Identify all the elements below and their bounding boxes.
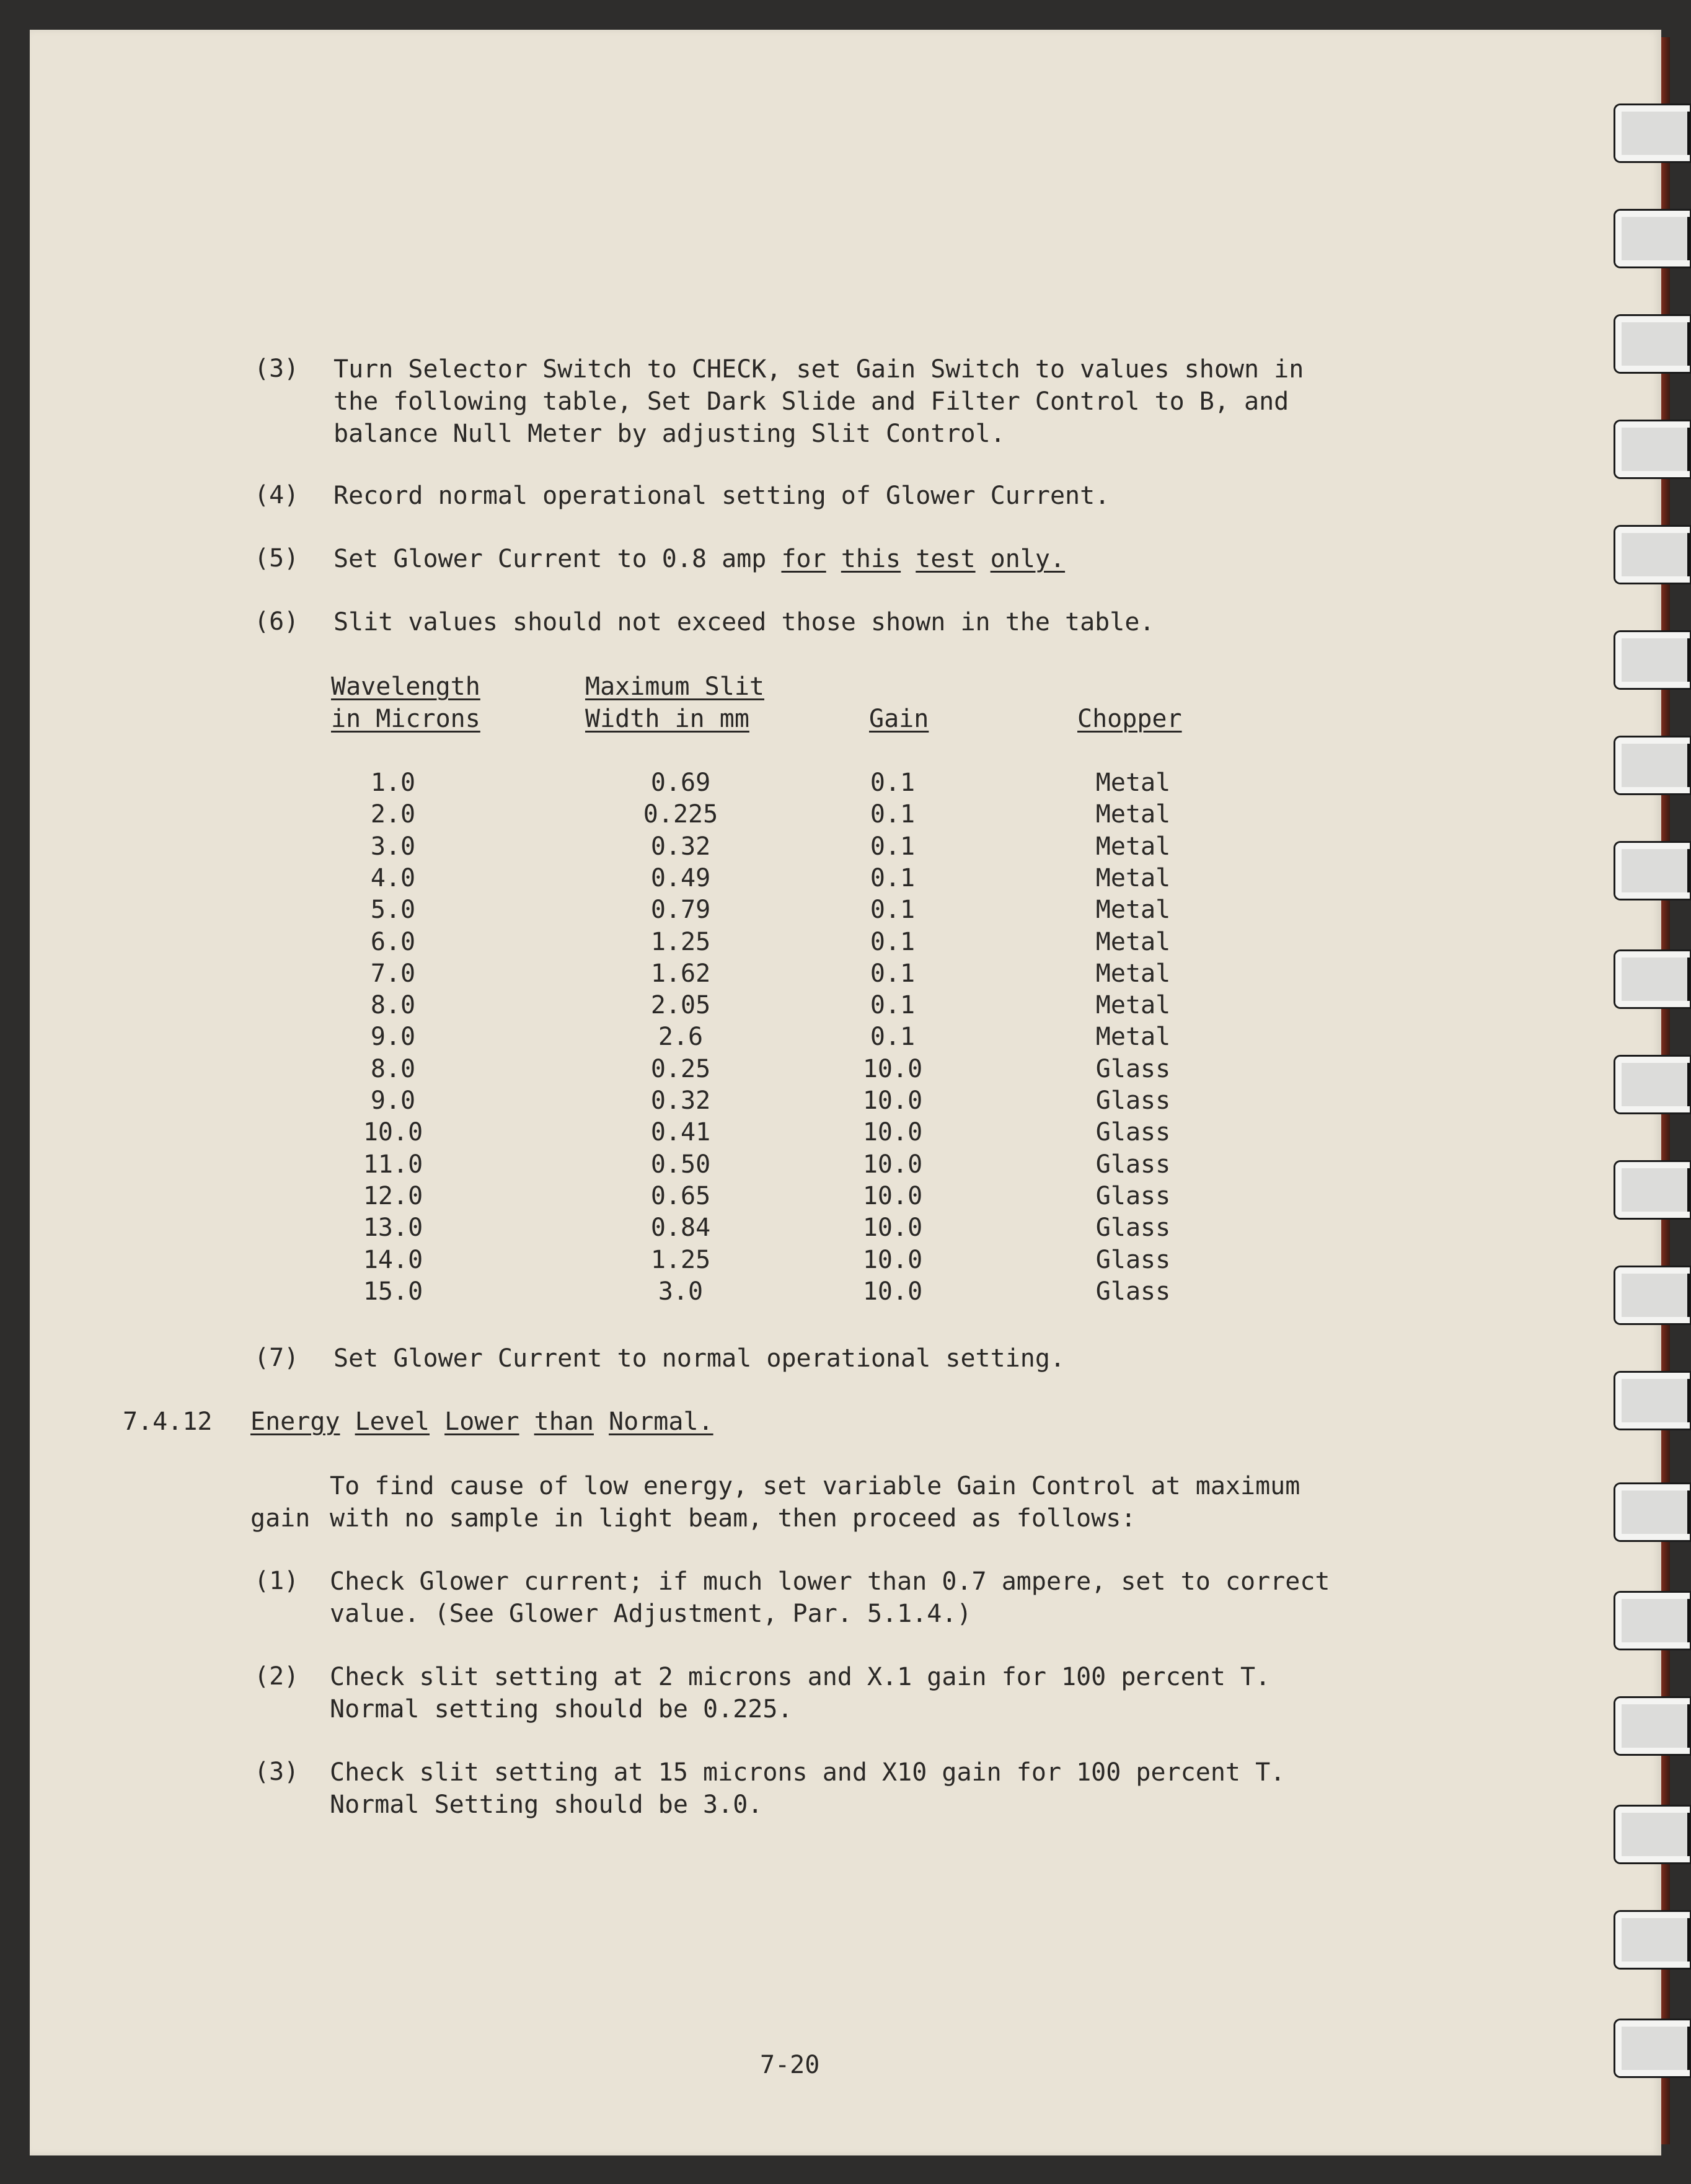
intro-lead-word: gain	[250, 1504, 311, 1533]
step-text-line: Check Glower current; if much lower than 0.7 ampere, set to correct	[330, 1567, 1330, 1596]
column-header-wavelength: Wavelength	[331, 672, 480, 701]
section-title-word: Energy	[250, 1407, 340, 1436]
cell-wavelength: 7.0	[370, 959, 416, 988]
step-text-line: Normal Setting should be 3.0.	[330, 1790, 763, 1819]
cell-gain: 0.1	[870, 768, 916, 797]
cell-slit-width: 1.25	[650, 1245, 711, 1274]
cell-slit-width: 0.41	[650, 1118, 711, 1147]
binding-ring	[1615, 843, 1690, 899]
cell-chopper: Metal	[1095, 863, 1171, 892]
step-number: (7)	[254, 1344, 299, 1372]
column-header-gain: Gain	[869, 705, 929, 733]
step-text-line: Check slit setting at 2 microns and X.1 gain for 100 percent T.	[330, 1663, 1271, 1691]
step-text-line: Slit values should not exceed those shown in the table.	[333, 608, 1155, 636]
column-header-slit: Maximum Slit	[585, 672, 764, 701]
cell-wavelength: 10.0	[363, 1118, 423, 1147]
cell-gain: 0.1	[870, 896, 916, 925]
cell-chopper: Metal	[1095, 800, 1171, 829]
cell-wavelength: 3.0	[370, 832, 416, 861]
binding-ring	[1615, 421, 1690, 477]
step-number: (1)	[254, 1567, 299, 1595]
binding-ring	[1615, 1807, 1690, 1862]
step-text-line: Turn Selector Switch to CHECK, set Gain Switch to values shown in	[333, 355, 1304, 384]
cell-gain: 10.0	[862, 1181, 923, 1210]
cell-wavelength: 8.0	[370, 1054, 416, 1083]
step-number: (4)	[254, 481, 299, 509]
cell-wavelength: 11.0	[363, 1150, 423, 1179]
cell-gain: 10.0	[862, 1245, 923, 1274]
cell-wavelength: 9.0	[370, 1023, 416, 1052]
column-header-wavelength: in Microns	[331, 705, 480, 733]
binding-ring	[1615, 211, 1690, 266]
cell-gain: 10.0	[862, 1118, 923, 1147]
cell-chopper: Metal	[1095, 896, 1171, 925]
cell-chopper: Metal	[1095, 959, 1171, 988]
cell-slit-width: 0.49	[650, 863, 711, 892]
cell-gain: 0.1	[870, 863, 916, 892]
cell-chopper: Glass	[1095, 1086, 1171, 1115]
binding-ring	[1615, 1267, 1690, 1323]
cell-chopper: Metal	[1095, 991, 1171, 1020]
step-number: (6)	[254, 607, 299, 636]
cell-slit-width: 0.79	[650, 896, 711, 925]
cell-wavelength: 1.0	[370, 768, 416, 797]
emphasis-word: this	[841, 545, 901, 573]
binding-ring	[1615, 2020, 1690, 2076]
cell-slit-width: 0.32	[650, 1086, 711, 1115]
intro-line: with no sample in light beam, then proceed as follows:	[330, 1504, 1136, 1533]
section-title-word: Normal.	[609, 1407, 713, 1436]
cell-chopper: Metal	[1095, 832, 1171, 861]
cell-chopper: Glass	[1095, 1054, 1171, 1083]
cell-wavelength: 15.0	[363, 1277, 423, 1306]
binding-ring	[1615, 1912, 1690, 1968]
cell-chopper: Glass	[1095, 1245, 1171, 1274]
cell-slit-width: 1.25	[650, 927, 711, 956]
cell-chopper: Metal	[1095, 927, 1171, 956]
cell-slit-width: 0.69	[650, 768, 711, 797]
section-title-word: Lower	[444, 1407, 519, 1436]
cell-gain: 0.1	[870, 991, 916, 1020]
section-title	[250, 1406, 713, 1438]
binding-ring	[1615, 632, 1690, 688]
step-text-line: balance Null Meter by adjusting Slit Control.	[333, 420, 1005, 448]
cell-gain: 10.0	[862, 1086, 923, 1115]
cell-chopper: Metal	[1095, 768, 1171, 797]
cell-slit-width: 2.6	[658, 1023, 704, 1052]
step-text-line: Record normal operational setting of Glower Current.	[333, 482, 1110, 510]
binding-ring	[1615, 105, 1690, 161]
cell-gain: 0.1	[870, 800, 916, 829]
cell-gain: 0.1	[870, 832, 916, 861]
step-number: (3)	[254, 1758, 299, 1786]
cell-wavelength: 14.0	[363, 1245, 423, 1274]
intro-line: To find cause of low energy, set variable Gain Control at maximum	[330, 1472, 1300, 1500]
step-text-plain: Set Glower Current to 0.8 amp	[333, 545, 782, 573]
cell-gain: 0.1	[870, 1023, 916, 1052]
binding-ring	[1615, 1373, 1690, 1429]
binding-ring	[1615, 951, 1690, 1007]
step-number: (2)	[254, 1662, 299, 1691]
binding-ring	[1615, 1057, 1690, 1112]
step-text-line: Check slit setting at 15 microns and X10 gain for 100 percent T.	[330, 1758, 1286, 1787]
cell-gain: 10.0	[862, 1054, 923, 1083]
cell-gain: 0.1	[870, 927, 916, 956]
cell-wavelength: 4.0	[370, 863, 416, 892]
cell-gain: 10.0	[862, 1277, 923, 1306]
binding-ring	[1615, 1162, 1690, 1218]
cell-gain: 10.0	[862, 1213, 923, 1243]
binding-ring	[1615, 1698, 1690, 1754]
cell-slit-width: 0.32	[650, 832, 711, 861]
column-header-slit: Width in mm	[585, 705, 749, 733]
cell-wavelength: 2.0	[370, 800, 416, 829]
cell-wavelength: 13.0	[363, 1213, 423, 1243]
step-number: (3)	[254, 354, 299, 383]
emphasis-word: only.	[990, 545, 1066, 573]
cell-chopper: Metal	[1095, 1023, 1171, 1052]
emphasis-word: for	[781, 545, 826, 573]
emphasis-word: test	[916, 545, 976, 573]
step-number: (5)	[254, 544, 299, 573]
cell-slit-width: 0.50	[650, 1150, 711, 1179]
cell-wavelength: 12.0	[363, 1181, 423, 1210]
column-header-chopper: Chopper	[1077, 705, 1182, 733]
step-text-line: Set Glower Current to normal operational setting.	[333, 1344, 1066, 1373]
section-title-word: Level	[355, 1407, 430, 1436]
cell-wavelength: 9.0	[370, 1086, 416, 1115]
cell-slit-width: 0.84	[650, 1213, 711, 1243]
cell-chopper: Glass	[1095, 1150, 1171, 1179]
cell-slit-width: 0.25	[650, 1054, 711, 1083]
cell-gain: 0.1	[870, 959, 916, 988]
step-text-line: Normal setting should be 0.225.	[330, 1695, 793, 1724]
cell-slit-width: 2.05	[650, 991, 711, 1020]
cell-chopper: Glass	[1095, 1118, 1171, 1147]
page-number: 7-20	[760, 2051, 820, 2079]
section-number: 7.4.12	[123, 1407, 213, 1436]
cell-slit-width: 0.225	[643, 800, 718, 829]
binding-ring	[1615, 738, 1690, 793]
cell-chopper: Glass	[1095, 1277, 1171, 1306]
section-title-word: than	[534, 1407, 594, 1436]
cell-wavelength: 6.0	[370, 927, 416, 956]
cell-gain: 10.0	[862, 1150, 923, 1179]
cell-slit-width: 1.62	[650, 959, 711, 988]
binding-ring	[1615, 527, 1690, 583]
cell-wavelength: 8.0	[370, 991, 416, 1020]
binding-ring	[1615, 316, 1690, 372]
binding-ring	[1615, 1484, 1690, 1540]
cell-slit-width: 0.65	[650, 1181, 711, 1210]
step-text-line	[333, 543, 1065, 575]
cell-chopper: Glass	[1095, 1181, 1171, 1210]
cell-chopper: Glass	[1095, 1213, 1171, 1243]
step-text-line: the following table, Set Dark Slide and Filter Control to B, and	[333, 387, 1289, 416]
step-text-line: value. (See Glower Adjustment, Par. 5.1.4.)	[330, 1600, 972, 1628]
cell-wavelength: 5.0	[370, 896, 416, 925]
binding-ring	[1615, 1593, 1690, 1649]
cell-slit-width: 3.0	[658, 1277, 704, 1306]
